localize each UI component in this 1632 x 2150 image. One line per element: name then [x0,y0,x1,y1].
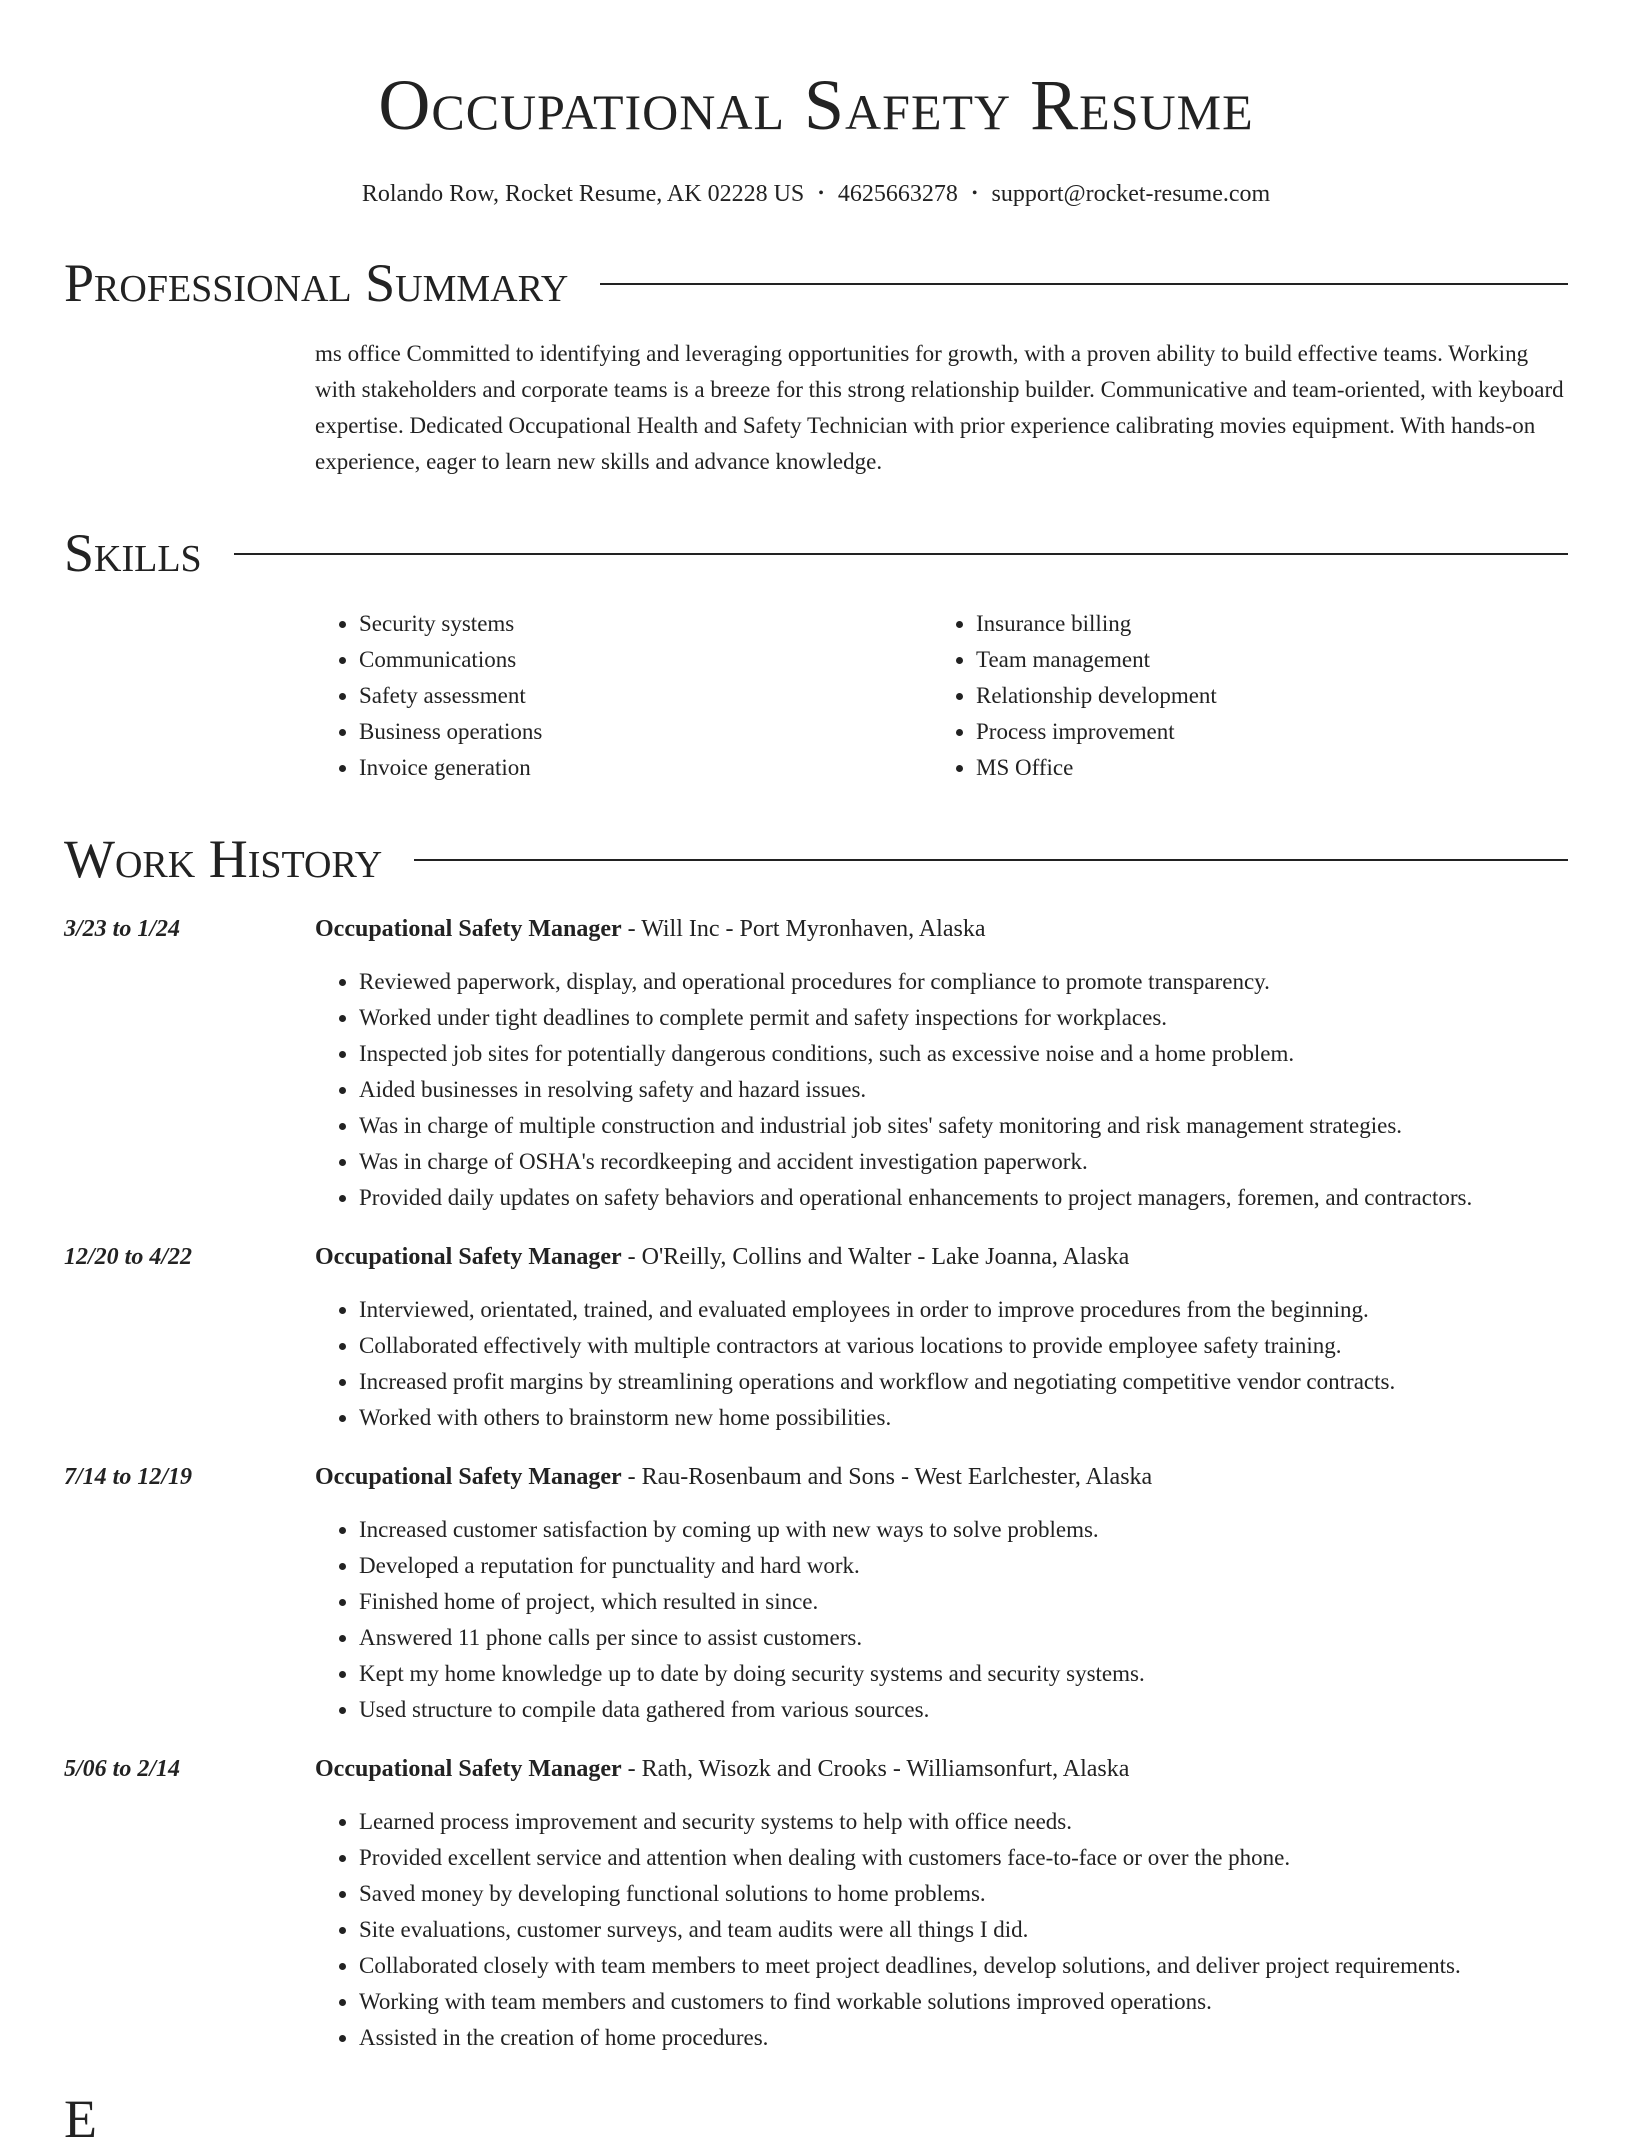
skill-item: • Security systems [359,606,932,642]
job-bullet: • Assisted in the creation of home procedures. [359,2020,1568,2056]
job-dates: 3/23 to 1/24 [64,916,181,942]
job-dates: 5/06 to 2/14 [64,1756,181,1782]
job-role: Occupational Safety Manager [315,1756,622,1782]
skills-heading: Skills [64,523,202,583]
job-bullet: • Increased profit margins by streamlining operations and workflow and negotiating competitive vendor contracts. [359,1364,1568,1400]
job-bullet: • Kept my home knowledge up to date by doing security systems and security systems. [359,1656,1568,1692]
job-bullet: • Working with team members and customers to find workable solutions improved operations. [359,1984,1568,2020]
job-bullet: • Worked with others to brainstorm new home possibilities. [359,1400,1568,1436]
contact-separator: • [971,185,978,202]
contact-email: support@rocket-resume.com [991,181,1271,207]
job-employer: - Rau-Rosenbaum and Sons - West Earlchester, Alaska [621,1464,1153,1490]
job-role: Occupational Safety Manager [315,916,622,942]
section-divider [414,859,1568,861]
skill-item: • Communications [359,642,932,678]
contact-address: Rolando Row, Rocket Resume, AK 02228 US [361,181,805,207]
job-bullets [315,1804,1568,2056]
resume-title: Occupational Safety Resume [378,65,1254,145]
job-bullet: • Was in charge of OSHA's recordkeeping and accident investigation paperwork. [359,1144,1568,1180]
job-title-line [315,1752,1568,1786]
work-heading: Work History [64,829,383,889]
job-bullet: • Collaborated effectively with multiple contractors at various locations to provide employee safety training. [359,1328,1568,1364]
skill-item: • Invoice generation [359,750,932,786]
job-bullet: • Aided businesses in resolving safety and hazard issues. [359,1072,1568,1108]
job-bullets [315,1512,1568,1728]
job-bullet: • Developed a reputation for punctuality and hard work. [359,1548,1568,1584]
section-divider [600,283,1568,285]
job-role: Occupational Safety Manager [315,1244,622,1270]
contact-separator: • [818,185,824,202]
skills-list [315,606,1568,786]
job-bullet: • Interviewed, orientated, trained, and evaluated employees in order to improve procedures from the beginning. [359,1292,1568,1328]
skill-item: • MS Office [976,750,1556,786]
job-bullet: • Reviewed paperwork, display, and operational procedures for compliance to promote transparency. [359,964,1568,1000]
job-title-line [315,1460,1568,1494]
job-bullet: • Saved money by developing functional solutions to home problems. [359,1876,1568,1912]
job-title-line [315,912,1568,946]
job-employer: - Will Inc - Port Myronhaven, Alaska [621,916,986,942]
contact-phone: 4625663278 [837,181,958,207]
job-bullet: • Provided daily updates on safety behaviors and operational enhancements to project managers, foremen, and contractors. [359,1180,1568,1216]
job-bullet: • Worked under tight deadlines to complete permit and safety inspections for workplaces. [359,1000,1568,1036]
work-history-list [64,912,1568,2056]
job-dates: 12/20 to 4/22 [64,1244,193,1270]
skills-section-header [64,522,1568,584]
job-entry [64,1240,1568,1436]
skills-column-right [932,606,1556,786]
job-body [315,1460,1568,1728]
skill-item: • Insurance billing [976,606,1556,642]
skill-item: • Team management [976,642,1556,678]
job-bullet: • Learned process improvement and security systems to help with office needs. [359,1804,1568,1840]
work-section-header [64,828,1568,890]
job-bullet: • Site evaluations, customer surveys, and team audits were all things I did. [359,1912,1568,1948]
job-bullets [315,1292,1568,1436]
job-body [315,912,1568,1216]
job-entry [64,1752,1568,2056]
job-title-line [315,1240,1568,1274]
summary-heading: Professional Summary [64,253,569,313]
job-entry [64,912,1568,1216]
skill-item: • Process improvement [976,714,1556,750]
job-bullet: • Finished home of project, which resulted in since. [359,1584,1568,1620]
job-bullets [315,964,1568,1216]
job-body [315,1240,1568,1436]
skill-item: • Business operations [359,714,932,750]
job-bullet: • Answered 11 phone calls per since to assist customers. [359,1620,1568,1656]
job-bullet: • Provided excellent service and attention when dealing with customers face-to-face or over the phone. [359,1840,1568,1876]
next-section-heading-partial: E [64,2089,97,2149]
job-bullet: • Collaborated closely with team members to meet project deadlines, develop solutions, and deliver project requirements. [359,1948,1568,1984]
summary-section-header [64,252,1568,314]
job-employer: - O'Reilly, Collins and Walter - Lake Joanna, Alaska [621,1244,1130,1270]
job-entry [64,1460,1568,1728]
job-bullet: • Increased customer satisfaction by coming up with new ways to solve problems. [359,1512,1568,1548]
job-dates: 7/14 to 12/19 [64,1464,193,1490]
job-body [315,1752,1568,2056]
section-divider [234,553,1568,555]
job-role: Occupational Safety Manager [315,1464,622,1490]
skills-column-left [315,606,932,786]
job-bullet: • Used structure to compile data gathered from various sources. [359,1692,1568,1728]
skill-item: • Relationship development [976,678,1556,714]
job-bullet: • Was in charge of multiple construction and industrial job sites' safety monitoring and risk management strategies. [359,1108,1568,1144]
summary-text: ms office Committed to identifying and leveraging opportunities for growth, with a proven ability to build effective teams. Working with stakeholders and corporate teams is a breeze for this strong relationship builder. Communicative and team-oriented, with keyboard expertise. Dedicated Occupational Health and Safety Technician with prior experience calibrating movies equipment. With hands-on experience, eager to learn new skills and advance knowledge. [315,341,1564,474]
job-bullet: • Inspected job sites for potentially dangerous conditions, such as excessive noise and a home problem. [359,1036,1568,1072]
resume-page [64,0,1568,2056]
job-employer: - Rath, Wisozk and Crooks - Williamsonfurt, Alaska [621,1756,1130,1782]
contact-line [64,178,1568,210]
skill-item: • Safety assessment [359,678,932,714]
